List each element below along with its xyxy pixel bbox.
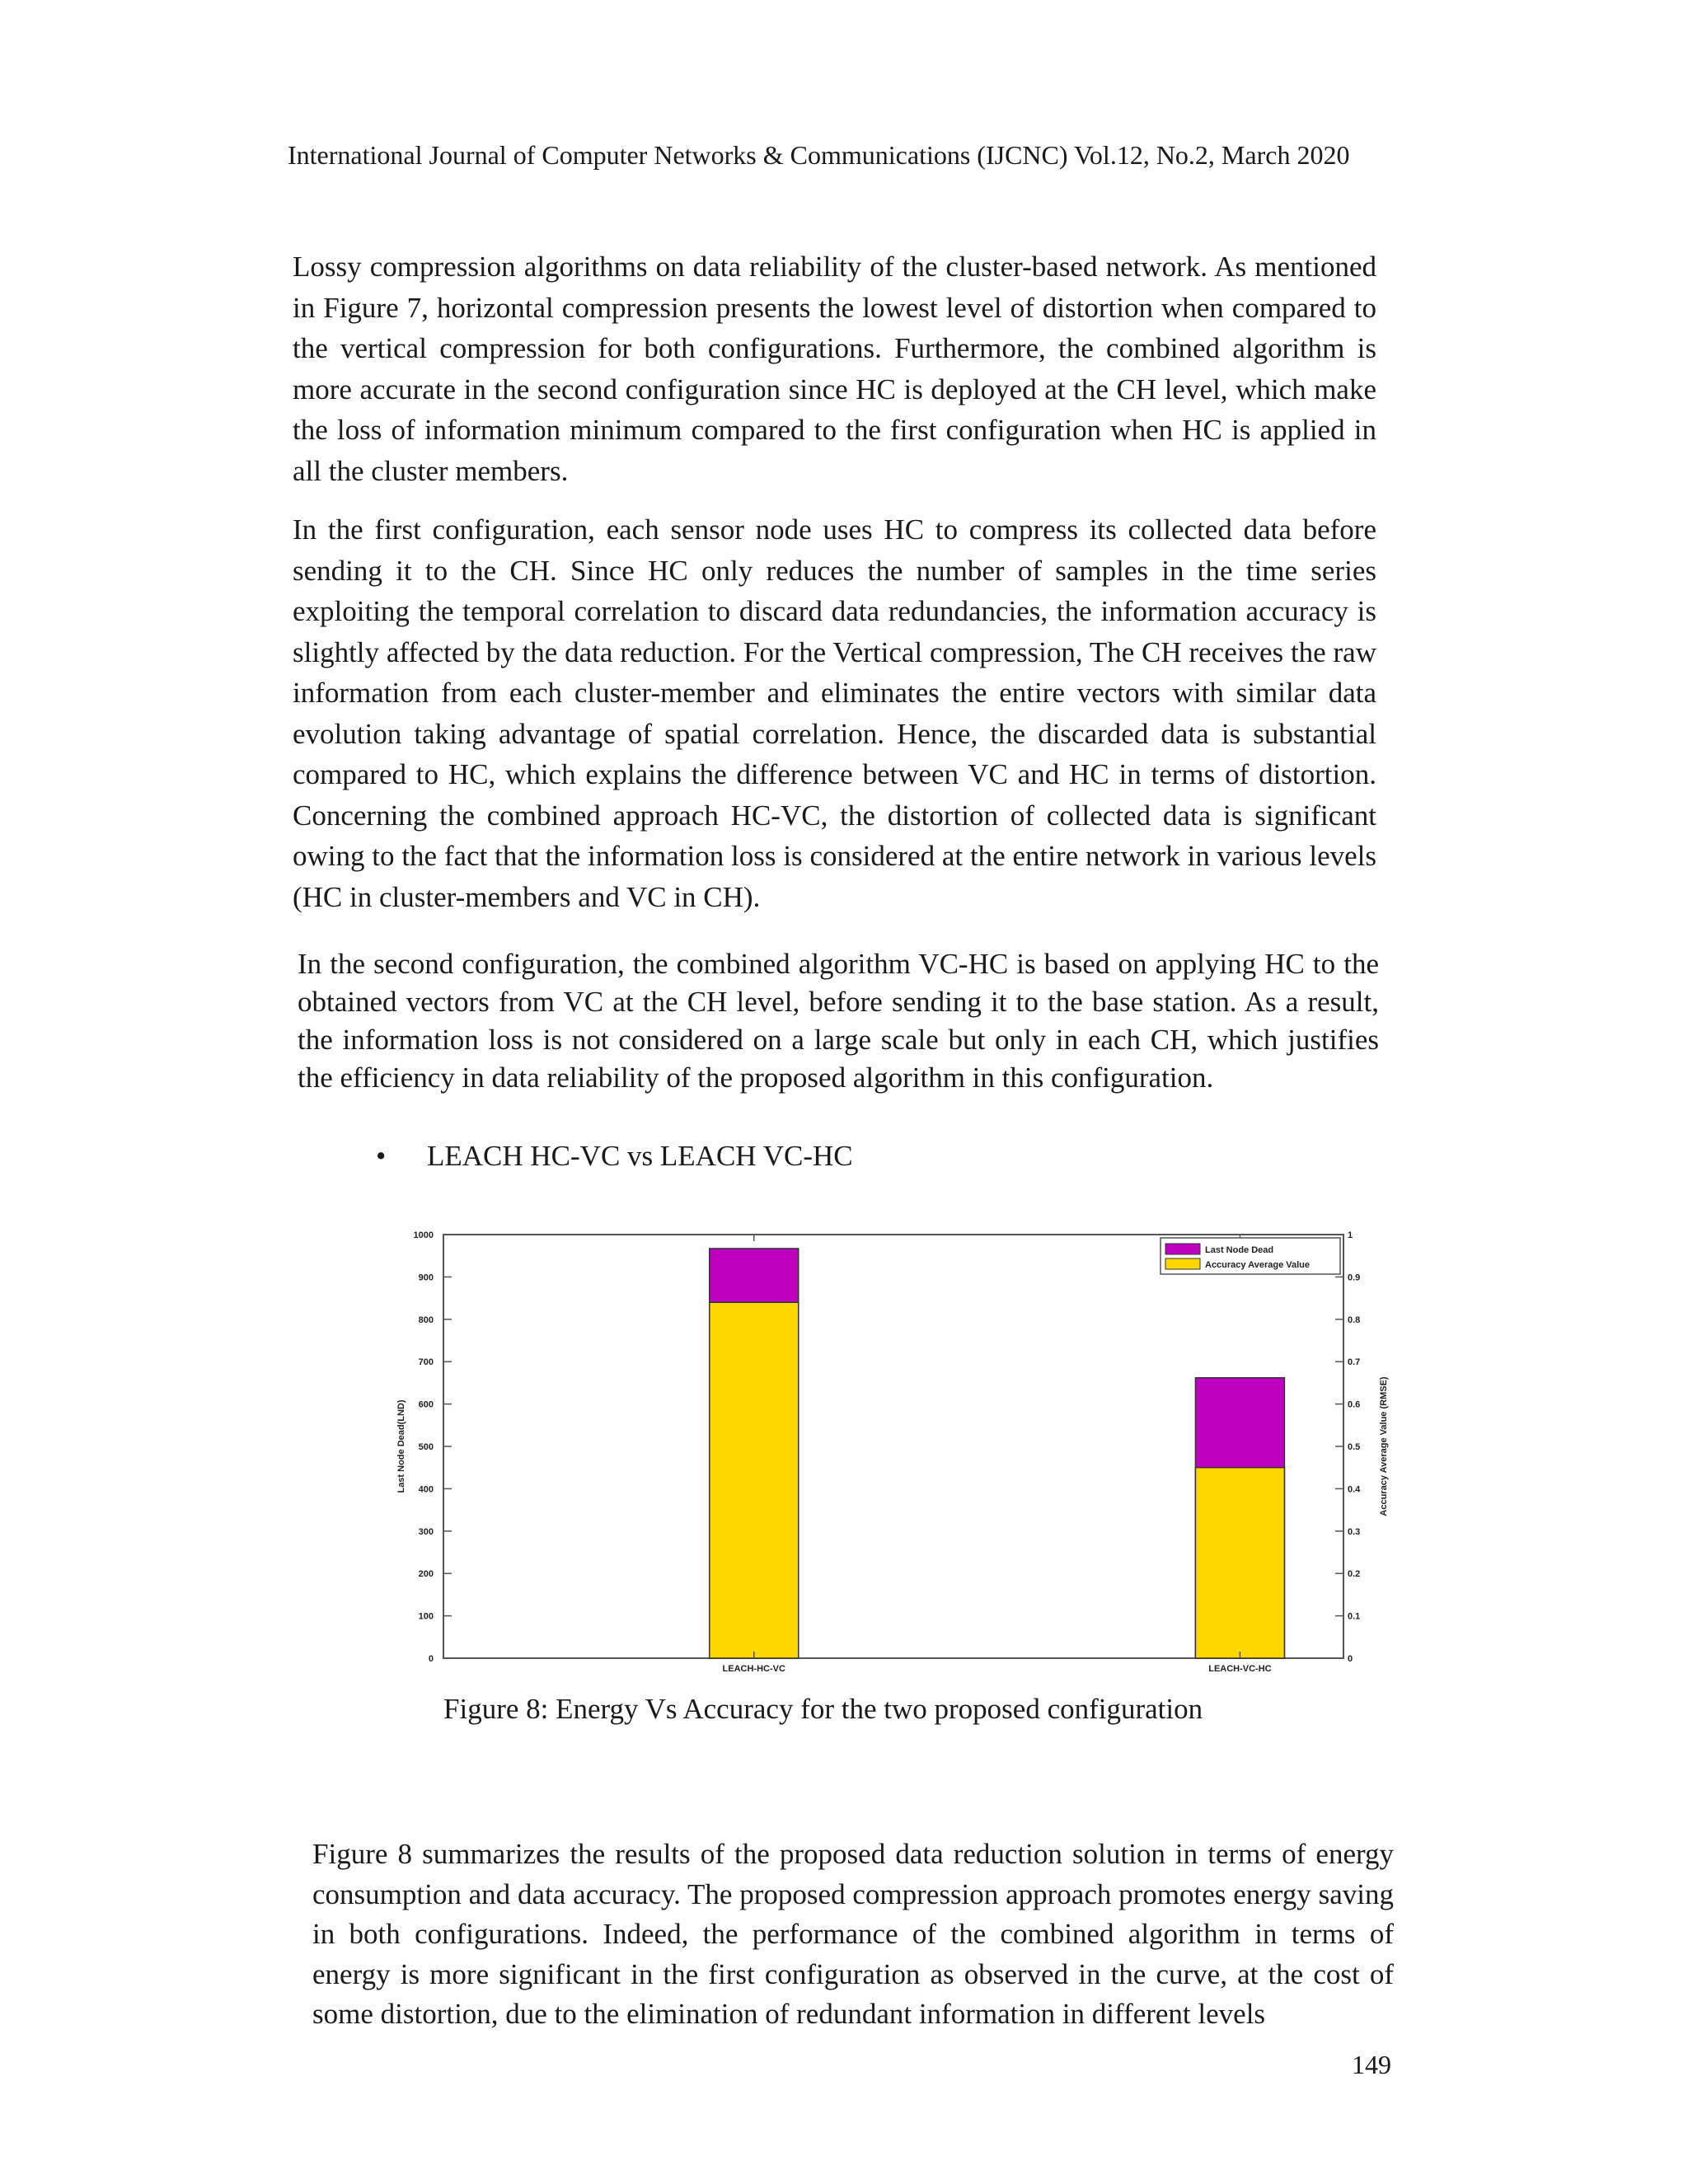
figure-caption: Figure 8: Energy Vs Accuracy for the two proposed configuration [443, 1693, 1203, 1725]
y-tick-label: 1000 [413, 1230, 434, 1240]
y-tick-label: 400 [418, 1484, 434, 1495]
y2-tick-label: 0 [1348, 1654, 1353, 1664]
y2-tick-label: 0.6 [1348, 1399, 1361, 1410]
y2-tick-label: 0.5 [1348, 1442, 1361, 1452]
legend-swatch-last-node-dead [1165, 1244, 1200, 1254]
paragraph-4: Figure 8 summarizes the results of the proposed data reduction solution in terms of energy consumption and data accuracy. The proposed compression approach promotes energy saving in both configurations. Indeed, the performance of the combined algorithm in terms of energy is more significant in the first configuration as observed in the curve, at the cost of some distortion, due to the elimination of redundant information in different levels [312, 1838, 1394, 2030]
bullet-item [376, 1138, 853, 1174]
journal-header: International Journal of Computer Networks & Communications (IJCNC) Vol.12, No.2, March 2020 [288, 140, 1350, 170]
bullet-text: LEACH HC-VC vs LEACH VC-HC [427, 1140, 853, 1172]
legend-label-accuracy: Accuracy Average Value [1205, 1260, 1310, 1270]
paragraph-1: Lossy compression algorithms on data reliability of the cluster-based network. As mentioned in Figure 7, horizontal compression presents the lowest level of distortion when compared to the vertical compression for both configurations. Furthermore, the combined algorithm is more accurate in the second configuration since HC is deployed at the CH level, which make the loss of information minimum compared to the first configuration when HC is applied in all the cluster members. [293, 251, 1376, 487]
y2-tick-label: 0.9 [1348, 1272, 1361, 1283]
y2-tick-label: 0.8 [1348, 1315, 1361, 1325]
y-tick-label: 800 [418, 1315, 434, 1325]
y-tick-label: 500 [418, 1442, 434, 1452]
y-tick-label: 300 [418, 1526, 434, 1537]
y-tick-label: 700 [418, 1357, 434, 1368]
y-tick-label: 200 [418, 1569, 434, 1580]
y2-tick-label: 0.4 [1348, 1484, 1361, 1495]
bullet-dot: • [376, 1140, 387, 1172]
y2-axis-label: Accuracy Average Value (RMSE) [1379, 1376, 1389, 1516]
paragraph-3: In the second configuration, the combined algorithm VC-HC is based on applying HC to the obtained vectors from VC at the CH level, before sending it to the base station. As a result, the information loss is not considered on a large scale but only in each CH, which justifies the efficiency in data reliability of the proposed algorithm in this configuration. [298, 948, 1379, 1094]
y2-tick-label: 0.2 [1348, 1569, 1361, 1580]
bar-accuracy-average [1195, 1468, 1284, 1658]
y-tick-label: 900 [418, 1272, 434, 1283]
y2-tick-label: 0.3 [1348, 1526, 1361, 1537]
y2-tick-label: 0.1 [1348, 1611, 1361, 1622]
y-tick-label: 100 [418, 1611, 434, 1622]
page-number: 149 [1352, 2050, 1391, 2079]
paragraph-2: In the first configuration, each sensor node uses HC to compress its collected data before sending it to the CH. Since HC only reduces the number of samples in the time series exploiting the temporal correlation to discard data redundancies, the information accuracy is slightly affected by the data reduction. For the Vertical compression, The CH receives the raw information from each cluster-member and eliminates the entire vectors with similar data evolution taking advantage of spatial correlation. Hence, the discarded data is substantial compared to HC, which explains the difference between VC and HC in terms of distortion. Concerning the combined approach HC-VC, the distortion of collected data is significant owing to the fact that the information loss is considered at the entire network in various levels (HC in cluster-members and VC in CH). [293, 513, 1376, 913]
x-tick-label: LEACH-HC-VC [722, 1664, 785, 1674]
y2-tick-label: 0.7 [1348, 1357, 1361, 1368]
y-tick-label: 0 [428, 1654, 434, 1664]
legend-label-last-node-dead: Last Node Dead [1205, 1245, 1274, 1255]
y2-tick-label: 1 [1348, 1230, 1353, 1240]
x-tick-label: LEACH-VC-HC [1208, 1664, 1272, 1674]
bar-accuracy-average [710, 1302, 799, 1658]
y-axis-label: Last Node Dead(LND) [396, 1399, 406, 1493]
figure-8-chart [387, 1220, 1401, 1681]
y-tick-label: 600 [418, 1399, 434, 1410]
legend-swatch-accuracy [1165, 1258, 1200, 1269]
